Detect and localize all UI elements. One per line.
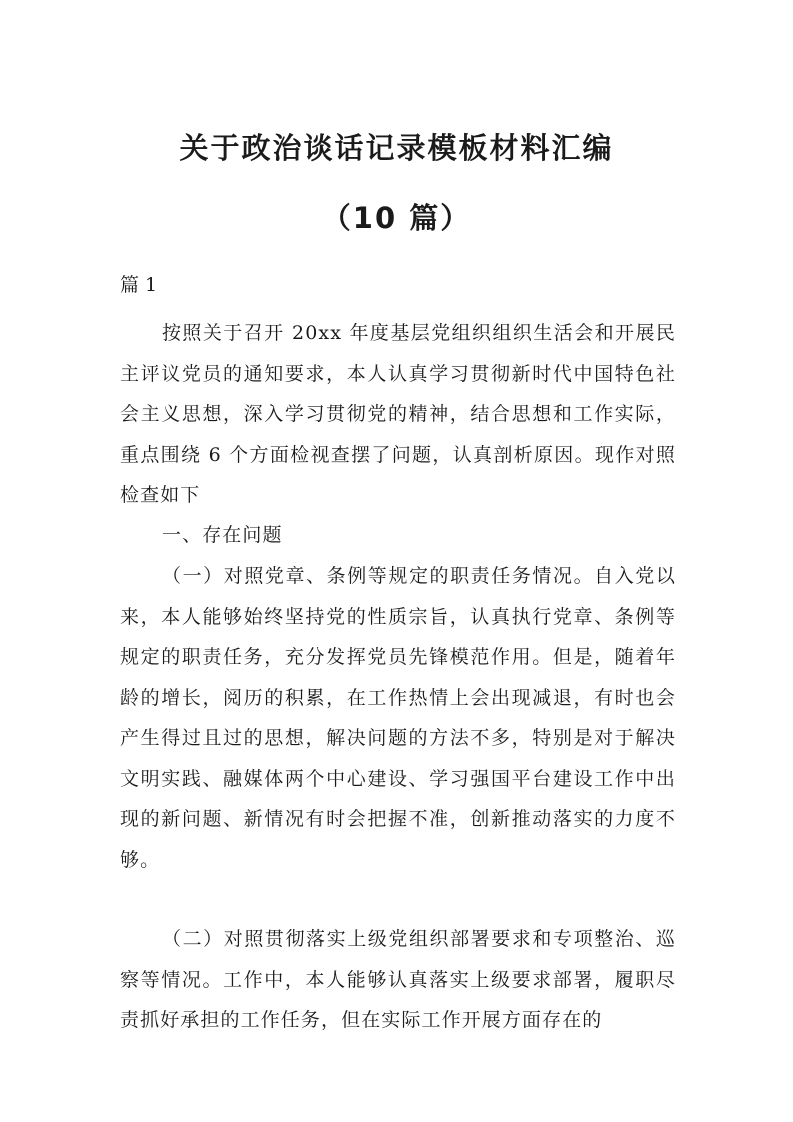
paragraph-intro: 按照关于召开 20xx 年度基层党组织组织生活会和开展民主评议党员的通知要求，本人认真学习贯彻新时代中国特色社会主义思想，深入学习贯彻党的精神，结合思想和工作实际，重点围绕 6 个方面检视查摆了问题，认真剖析原因。现作对照检查如下 xyxy=(120,322,676,506)
document-subtitle: （10 篇） xyxy=(321,201,472,235)
heading-existing-problems: 一、存在问题 xyxy=(162,524,283,546)
document-title: 关于政治谈话记录模板材料汇编 xyxy=(179,131,614,165)
paragraph-item-2: （二）对照贯彻落实上级党组织部署要求和专项整治、巡察等情况。工作中，本人能够认真落实上级要求部署，履职尽责抓好承担的工作任务，但在实际工作开展方面存在的 xyxy=(120,928,676,1031)
section-label: 篇 1 xyxy=(120,274,158,296)
paragraph-item-1: （一）对照党章、条例等规定的职责任务情况。自入党以来，本人能够始终坚持党的性质宗旨，认真执行党章、条例等规定的职责任务，充分发挥党员先锋模范作用。但是，随着年龄的增长，阅历的积累，在工作热情上会出现减退，有时也会产生得过且过的思想，解决问题的方法不多，特别是对于解决文明实践、融媒体两个中心建设、学习强国平台建设工作中出现的新问题、新情况有时会把握不准，创新推动落实的力度不够。 xyxy=(120,565,676,871)
